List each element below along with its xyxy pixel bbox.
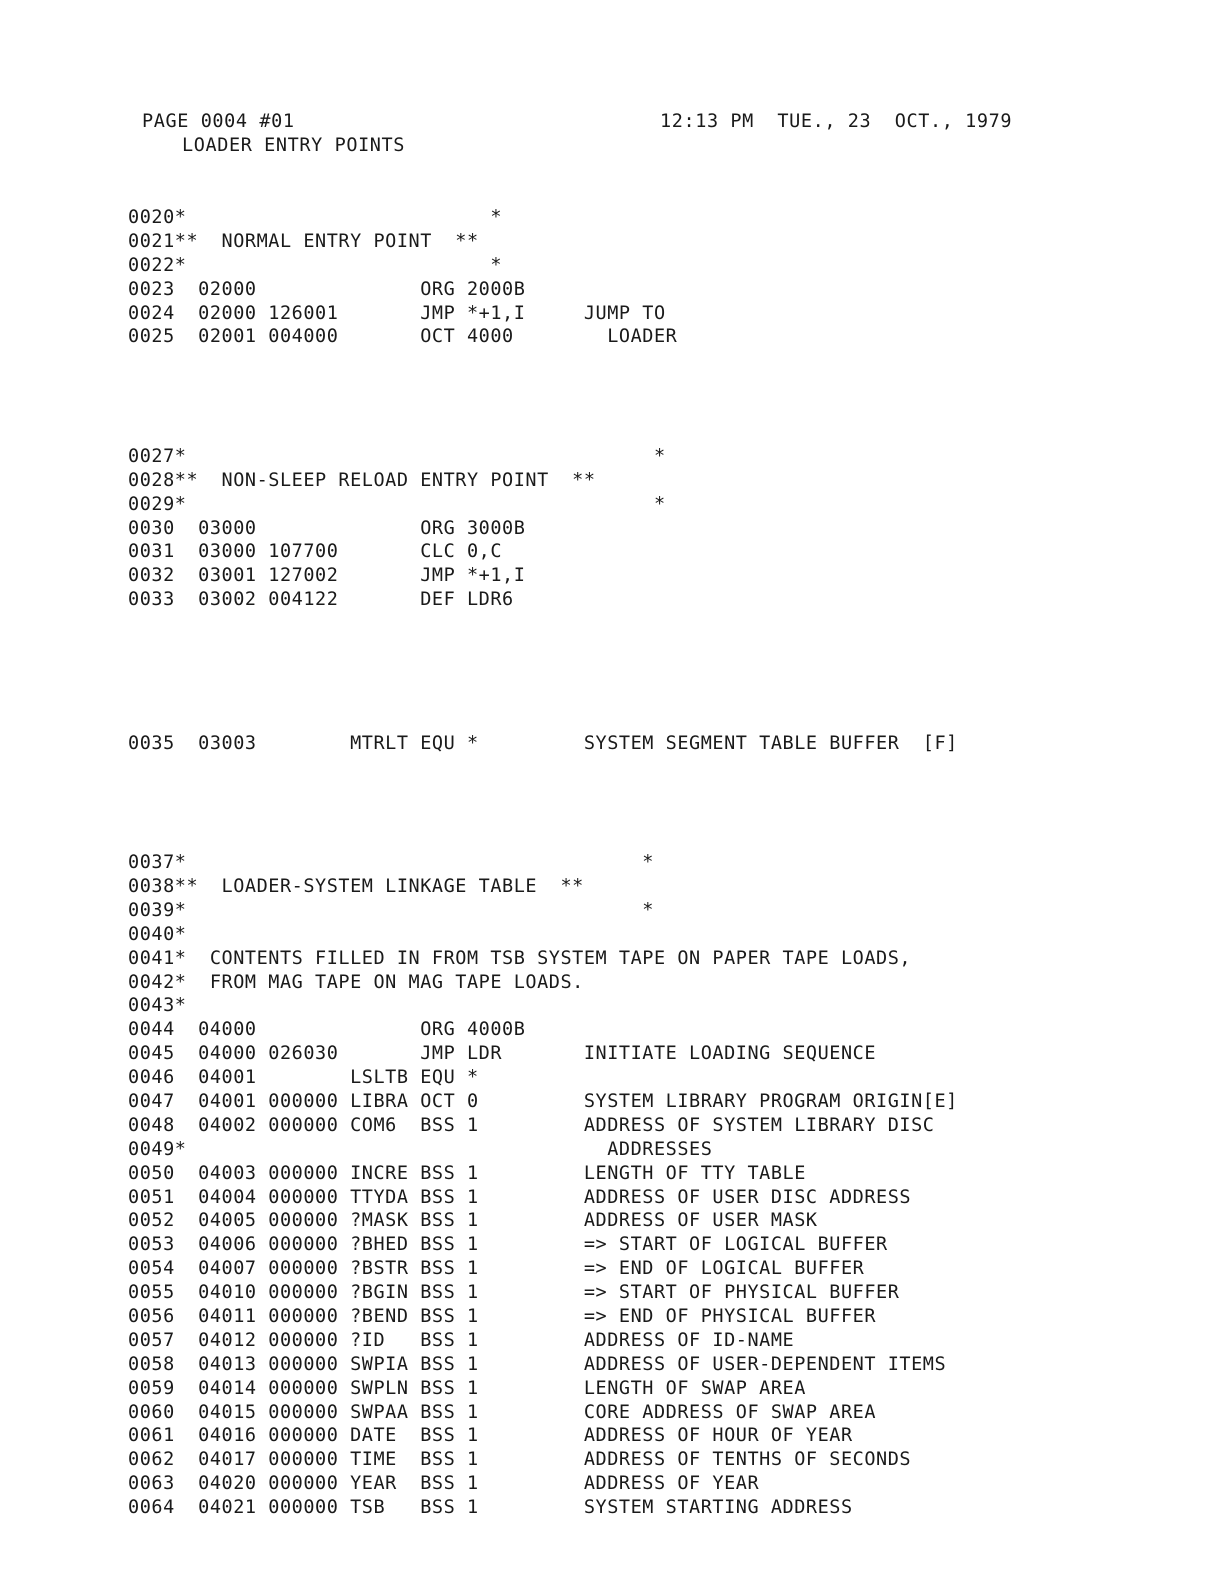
listing-line [128, 373, 1178, 397]
listing-line: 0050 04003 000000 INCRE BSS 1 LENGTH OF TTY TABLE [128, 1162, 806, 1184]
listing-line: 0027* * [128, 445, 666, 467]
listing-line [128, 779, 1178, 803]
listing-line: 0040* [128, 923, 187, 945]
listing-line: 0059 04014 000000 SWPLN BSS 1 LENGTH OF SWAP AREA [128, 1377, 806, 1399]
listing-line: 0029* * [128, 493, 666, 515]
listing-line: 0042* FROM MAG TAPE ON MAG TAPE LOADS. [128, 971, 584, 993]
listing-line [128, 349, 1178, 373]
listing-line [128, 660, 1178, 684]
listing-line: 0031 03000 107700 CLC 0,C [128, 541, 503, 563]
section-title: LOADER ENTRY POINTS [182, 135, 406, 156]
listing-line [128, 612, 1178, 636]
listing-line: 0035 03003 MTRLT EQU * SYSTEM SEGMENT TABLE BUFFER [F] [128, 732, 958, 754]
listing-line: 0024 02000 126001 JMP *+1,I JUMP TO [128, 302, 666, 324]
listing-line [128, 803, 1178, 827]
listing-line [128, 636, 1178, 660]
listing-line: 0062 04017 000000 TIME BSS 1 ADDRESS OF TENTHS OF SECONDS [128, 1449, 912, 1471]
listing-line: 0045 04000 026030 JMP LDR INITIATE LOADING SEQUENCE [128, 1043, 877, 1065]
listing-line: 0041* CONTENTS FILLED IN FROM TSB SYSTEM TAPE ON PAPER TAPE LOADS, [128, 947, 912, 969]
listing-line [128, 708, 1178, 732]
listing-line: 0037* * [128, 852, 654, 874]
listing-line: 0064 04021 000000 TSB BSS 1 SYSTEM STARTING ADDRESS [128, 1497, 853, 1519]
listing-line: 0044 04000 ORG 4000B [128, 1019, 526, 1041]
listing-line: 0043* [128, 995, 187, 1017]
listing-line: 0039* * [128, 899, 654, 921]
listing-line: 0023 02000 ORG 2000B [128, 278, 526, 300]
listing-line [128, 755, 1178, 779]
listing-line: 0030 03000 ORG 3000B [128, 517, 526, 539]
listing-line: 0051 04004 000000 TTYDA BSS 1 ADDRESS OF USER DISC ADDRESS [128, 1186, 912, 1208]
listing-line: 0060 04015 000000 SWPAA BSS 1 CORE ADDRESS OF SWAP AREA [128, 1401, 877, 1423]
listing-line: 0061 04016 000000 DATE BSS 1 ADDRESS OF HOUR OF YEAR [128, 1425, 853, 1447]
listing-line: 0057 04012 000000 ?ID BSS 1 ADDRESS OF ID-NAME [128, 1329, 795, 1351]
listing-line [128, 421, 1178, 445]
listing-line: 0032 03001 127002 JMP *+1,I [128, 565, 526, 587]
page-number: PAGE 0004 #01 [142, 111, 295, 132]
listing-line: 0046 04001 LSLTB EQU * [128, 1067, 479, 1089]
listing-line: 0047 04001 000000 LIBRA OCT 0 SYSTEM LIBRARY PROGRAM ORIGIN[E] [128, 1090, 958, 1112]
listing-line: 0054 04007 000000 ?BSTR BSS 1 => END OF LOGICAL BUFFER [128, 1258, 865, 1280]
listing-line: 0052 04005 000000 ?MASK BSS 1 ADDRESS OF USER MASK [128, 1210, 818, 1232]
listing-line: 0055 04010 000000 ?BGIN BSS 1 => START OF PHYSICAL BUFFER [128, 1282, 900, 1304]
listing-line: 0038** LOADER-SYSTEM LINKAGE TABLE ** [128, 875, 584, 897]
listing-line: 0056 04011 000000 ?BEND BSS 1 => END OF PHYSICAL BUFFER [128, 1305, 877, 1327]
listing-line: 0021** NORMAL ENTRY POINT ** [128, 230, 479, 252]
listing-line: 0063 04020 000000 YEAR BSS 1 ADDRESS OF YEAR [128, 1473, 760, 1495]
listing-line [128, 827, 1178, 851]
listing-line [128, 397, 1178, 421]
listing-line: 0022* * [128, 254, 503, 276]
listing-line: 0033 03002 004122 DEF LDR6 [128, 589, 514, 611]
listing-line: 0049* ADDRESSES [128, 1138, 713, 1160]
listing-line: 0028** NON-SLEEP RELOAD ENTRY POINT ** [128, 469, 596, 491]
assembly-listing [128, 206, 1178, 1520]
listing-line: 0025 02001 004000 OCT 4000 LOADER [128, 326, 678, 348]
listing-line: 0058 04013 000000 SWPIA BSS 1 ADDRESS OF USER-DEPENDENT ITEMS [128, 1353, 947, 1375]
listing-line: 0053 04006 000000 ?BHED BSS 1 => START OF LOGICAL BUFFER [128, 1234, 888, 1256]
listing-line: 0020* * [128, 207, 503, 228]
listing-line: 0048 04002 000000 COM6 BSS 1 ADDRESS OF SYSTEM LIBRARY DISC [128, 1114, 935, 1136]
listing-line [128, 684, 1178, 708]
print-datetime: 12:13 PM TUE., 23 OCT., 1979 [660, 111, 1013, 132]
